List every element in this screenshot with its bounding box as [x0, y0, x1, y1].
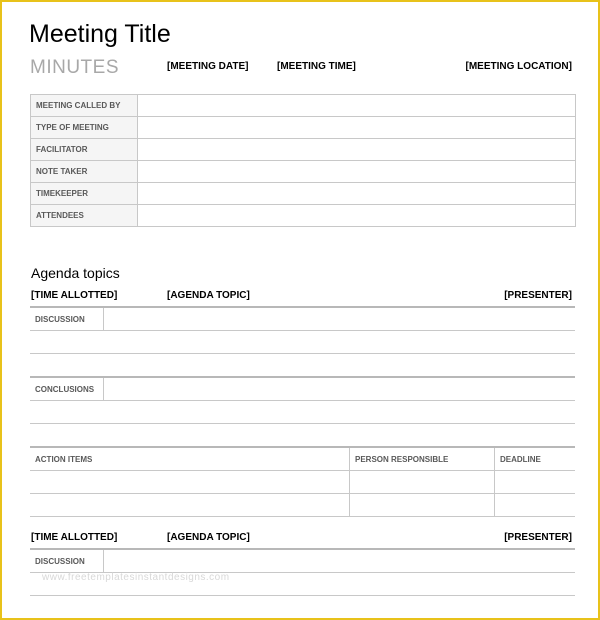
table-row — [30, 377, 575, 401]
presenter-field[interactable]: [PRESENTER] — [504, 532, 572, 543]
table-row — [30, 354, 575, 377]
agenda-heading: Agenda topics — [31, 265, 120, 281]
action-items-header: ACTION ITEMS — [30, 447, 350, 471]
discussion-label: DISCUSSION — [30, 307, 104, 331]
table-row — [31, 205, 576, 227]
discussion-section — [30, 306, 575, 377]
person-responsible-cell[interactable] — [350, 471, 495, 494]
label-timekeeper: TIMEKEEPER — [31, 183, 138, 205]
conclusions-line[interactable] — [30, 401, 575, 424]
value-facilitator[interactable] — [138, 139, 576, 161]
person-responsible-header: PERSON RESPONSIBLE — [350, 447, 495, 471]
label-note-taker: NOTE TAKER — [31, 161, 138, 183]
label-facilitator: FACILITATOR — [31, 139, 138, 161]
presenter-field[interactable]: [PRESENTER] — [504, 290, 572, 301]
watermark: www.freetemplatesinstantdesigns.com — [42, 572, 230, 583]
action-item-cell[interactable] — [30, 494, 350, 517]
discussion-line[interactable] — [30, 354, 575, 377]
conclusions-label: CONCLUSIONS — [30, 377, 104, 401]
deadline-header: DEADLINE — [495, 447, 576, 471]
agenda-topic-field[interactable]: [AGENDA TOPIC] — [167, 532, 250, 543]
discussion-input[interactable] — [104, 307, 576, 331]
label-meeting-called-by: MEETING CALLED BY — [31, 95, 138, 117]
action-items-table — [30, 446, 575, 517]
action-item-cell[interactable] — [30, 471, 350, 494]
table-row — [30, 307, 575, 331]
conclusions-section — [30, 376, 575, 447]
meeting-title[interactable]: Meeting Title — [29, 20, 171, 48]
time-allotted-field[interactable]: [TIME ALLOTTED] — [31, 532, 118, 543]
table-row — [30, 549, 575, 573]
minutes-subtitle: MINUTES — [30, 57, 119, 78]
label-attendees: ATTENDEES — [31, 205, 138, 227]
agenda-topic-field[interactable]: [AGENDA TOPIC] — [167, 290, 250, 301]
time-allotted-field[interactable]: [TIME ALLOTTED] — [31, 290, 118, 301]
table-row — [30, 494, 575, 517]
value-type-of-meeting[interactable] — [138, 117, 576, 139]
discussion-input[interactable] — [104, 549, 576, 573]
table-row — [31, 161, 576, 183]
discussion-line[interactable] — [30, 331, 575, 354]
table-row — [30, 471, 575, 494]
meeting-time-field[interactable]: [MEETING TIME] — [277, 61, 356, 72]
meeting-date-field[interactable]: [MEETING DATE] — [167, 61, 249, 72]
conclusions-line[interactable] — [30, 424, 575, 447]
label-type-of-meeting: TYPE OF MEETING — [31, 117, 138, 139]
value-note-taker[interactable] — [138, 161, 576, 183]
discussion-label: DISCUSSION — [30, 549, 104, 573]
deadline-cell[interactable] — [495, 471, 576, 494]
table-row — [30, 596, 575, 619]
discussion-section — [30, 548, 575, 619]
table-row — [30, 447, 575, 471]
table-row — [31, 95, 576, 117]
value-attendees[interactable] — [138, 205, 576, 227]
person-responsible-cell[interactable] — [350, 494, 495, 517]
table-row — [31, 139, 576, 161]
value-timekeeper[interactable] — [138, 183, 576, 205]
meeting-details-table — [30, 94, 576, 227]
value-meeting-called-by[interactable] — [138, 95, 576, 117]
table-row — [30, 401, 575, 424]
conclusions-input[interactable] — [104, 377, 576, 401]
discussion-line[interactable] — [30, 596, 575, 619]
table-row — [30, 331, 575, 354]
table-row — [31, 183, 576, 205]
table-row — [31, 117, 576, 139]
meeting-location-field[interactable]: [MEETING LOCATION] — [465, 61, 572, 72]
deadline-cell[interactable] — [495, 494, 576, 517]
table-row — [30, 424, 575, 447]
